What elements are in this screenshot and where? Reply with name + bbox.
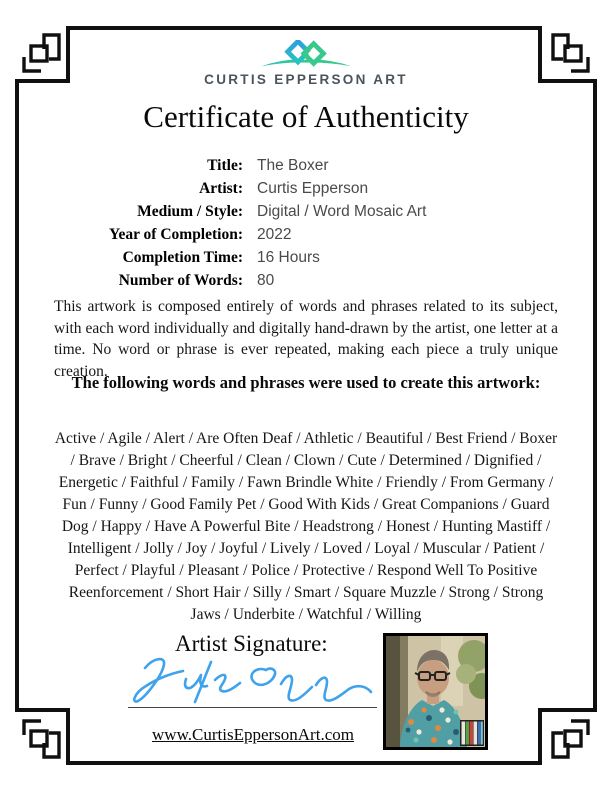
artist-portrait-illustration <box>386 636 485 747</box>
word-list: Active / Agile / Alert / Are Often Deaf / Athletic / Beautiful / Best Friend / Boxer / Brave / Bright / Cheerful / Clean / Clown / Cute / Determined / Dignified / Energetic / Faithful / Family / Fawn Brindle White / Friendly / From Germany / Fun / Funny / Good Family Pet / Good With Kids / Great Companions / Guard Dog / Happy / Have A Powerful Bite / Headstrong / Honest / Hunting Mastiff / Intelligent / Jolly / Joy / Joyful / Lively / Loved / Loyal / Muscular / Patient / Perfect / Playful / Pleasant / Police / Protective / Respond Well To Positive Reenforcement / Short Hair / Silly / Smart / Square Muzzle / Strong / Strong Jaws / Underbite / Watchful / Willing <box>54 430 558 623</box>
details-table <box>58 154 554 292</box>
certificate-title: Certificate of Authenticity <box>143 99 469 134</box>
detail-value-title: The Boxer <box>257 157 329 174</box>
detail-value-word-count: 80 <box>257 272 275 289</box>
detail-label: Number of Words: <box>118 272 243 289</box>
brand-name: CURTIS EPPERSON ART <box>204 72 408 87</box>
word-list-heading: The following words and phrases were used to create this artwork: <box>71 373 541 392</box>
artwork-description: This artwork is composed entirely of words and phrases related to its subject, with each word individually and digitally hand-drawn by the artist, one letter at a time. No word or phrase is ever repeated, making each piece a truly unique creation. <box>54 298 558 380</box>
detail-value-completion-time: 16 Hours <box>257 249 320 266</box>
artist-signature-icon <box>123 652 383 714</box>
detail-value-artist: Curtis Epperson <box>257 180 369 197</box>
detail-label: Medium / Style: <box>137 203 243 220</box>
website-link[interactable]: www.CurtisEppersonArt.com <box>152 725 354 744</box>
detail-label: Title: <box>207 157 243 174</box>
artist-signature-label: Artist Signature: <box>175 631 328 656</box>
corner-ornament-bottom-left <box>24 721 59 757</box>
artist-photo <box>383 633 488 750</box>
detail-value-medium: Digital / Word Mosaic Art <box>257 203 427 220</box>
corner-ornament-top-left <box>24 35 59 71</box>
detail-value-year: 2022 <box>257 226 292 243</box>
corner-ornament-bottom-right <box>553 721 588 757</box>
detail-label: Artist: <box>199 180 243 197</box>
detail-label: Year of Completion: <box>108 226 243 243</box>
detail-label: Completion Time: <box>122 249 243 266</box>
corner-ornament-top-right <box>553 35 588 71</box>
